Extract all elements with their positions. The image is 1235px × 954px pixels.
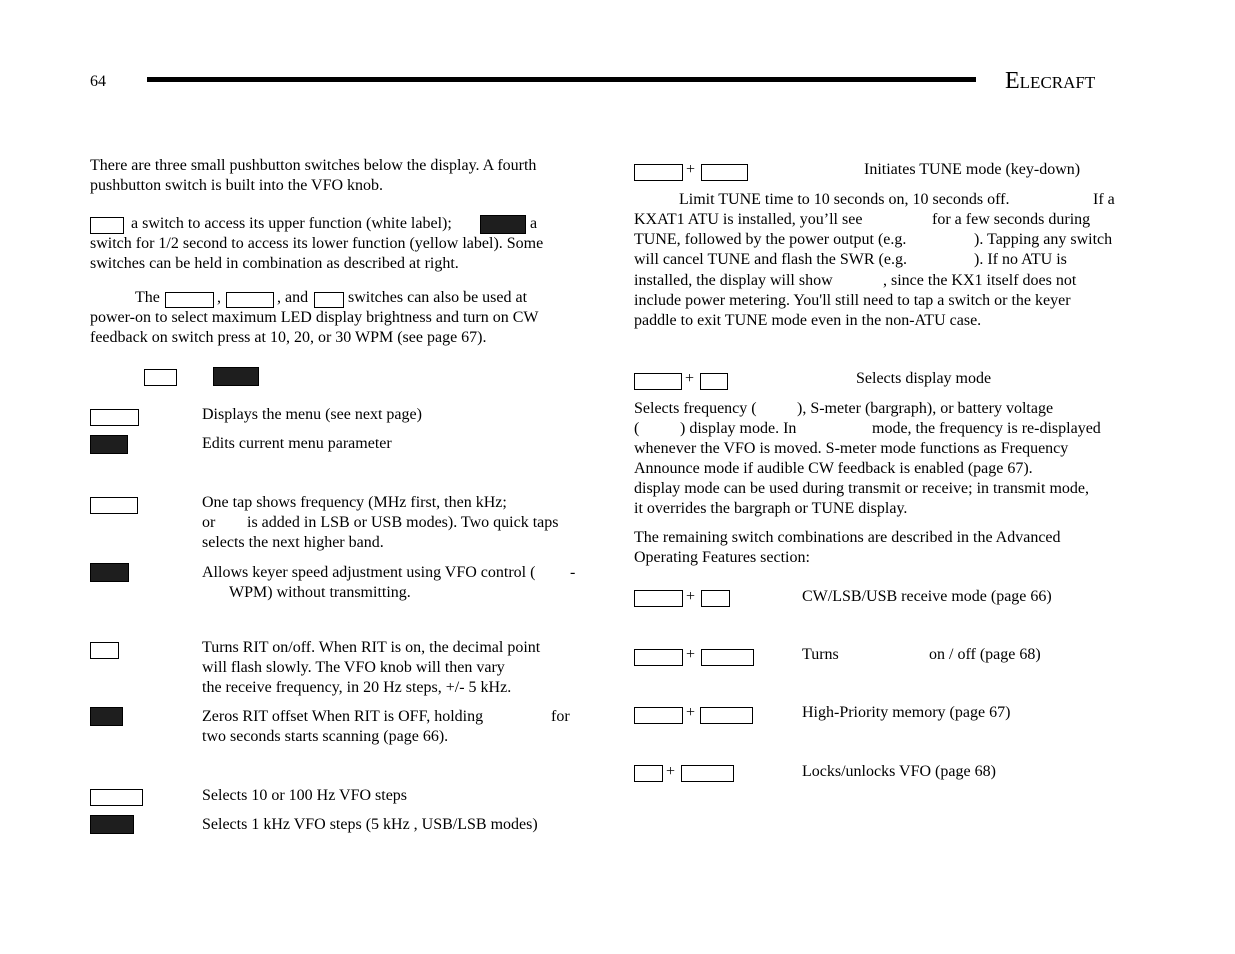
disp-line-6: it overrides the bargraph or TUNE display. <box>634 500 908 517</box>
disp-line-2a: ( <box>634 420 640 437</box>
remain-line-1: The remaining switch combinations are described in the Advanced <box>634 529 1061 546</box>
tune-line-5b: , since the KX1 itself does not <box>883 272 1077 289</box>
disp-line-5: display mode can be used during transmit or receive; in transmit mode, <box>634 480 1089 497</box>
switch-key-rit-2 <box>90 642 119 659</box>
switch-key-khz <box>90 815 134 834</box>
rate-fine-desc: Selects 10 or 100 Hz VFO steps <box>202 787 408 804</box>
rit-line-1: Turns RIT on/off. When RIT is on, the decimal point <box>202 639 541 656</box>
plus-sign: + <box>685 370 695 387</box>
tune-line-6: include power metering. You'll still need to tap a switch or the keyer <box>634 292 1071 309</box>
combo-mem-desc: High-Priority memory (page 67) <box>802 704 1011 721</box>
band-line-1: One tap shows frequency (MHz first, then kHz; <box>202 494 507 511</box>
disp-line-4: Announce mode if audible CW feedback is enabled (page 67). <box>634 460 1033 477</box>
combo-tune-key-1 <box>634 164 683 181</box>
switch-key-menu <box>90 409 139 426</box>
switch-key-zero <box>90 707 123 726</box>
disp-line-2b: ) display mode. In <box>680 420 797 437</box>
tune-line-2a: KXAT1 ATU is installed, you’ll see <box>634 211 863 228</box>
keyer-line-2: WPM) without transmitting. <box>229 584 411 601</box>
tap-line-1a: a switch to access its upper function (white label); <box>131 215 452 232</box>
bright-the: The <box>135 289 160 306</box>
rit-line-2: will flash slowly. The VFO knob will then vary <box>202 659 505 676</box>
intro-line-2: pushbutton switch is built into the VFO knob. <box>90 177 384 194</box>
tune-desc: Initiates TUNE mode (key-down) <box>864 161 1081 178</box>
disp-line-1a: Selects frequency ( <box>634 400 757 417</box>
tune-line-4a: will cancel TUNE and flash the SWR (e.g. <box>634 251 907 268</box>
plus-sign: + <box>686 646 696 663</box>
brand-initial: E <box>1005 68 1020 94</box>
rate-khz-desc: Selects 1 kHz VFO steps (5 kHz , USB/LSB modes) <box>202 816 538 833</box>
intro-line-1: There are three small pushbutton switches below the display. A fourth <box>90 157 537 174</box>
switch-key-band-2 <box>90 497 138 514</box>
tap-line-1b: a <box>530 215 538 232</box>
page-number: 64 <box>90 73 106 90</box>
switch-key-rit <box>314 292 344 308</box>
band-line-2a: or <box>202 514 216 531</box>
combo-mem-key-1 <box>634 707 683 724</box>
switch-key-hold <box>480 215 526 234</box>
tune-line-7: paddle to exit TUNE mode even in the non-ATU case. <box>634 312 982 329</box>
combo-rx-key-2 <box>701 590 730 607</box>
combo-turns-key-1 <box>634 649 683 666</box>
legend-hold-key <box>213 367 259 386</box>
disp-line-1b: ), S-meter (bargraph), or battery voltage <box>797 400 1054 417</box>
switch-key-edit <box>90 435 128 454</box>
bright-comma: , <box>217 289 221 306</box>
tune-line-3b: ). Tapping any switch <box>974 231 1113 248</box>
brand-rest: LECRAFT <box>1019 73 1096 92</box>
combo-lock-key-1 <box>634 765 663 782</box>
plus-sign: + <box>686 704 696 721</box>
tune-line-3a: TUNE, followed by the power output (e.g. <box>634 231 907 248</box>
combo-turns-b: on / off (page 68) <box>929 646 1041 663</box>
menu-display-desc: Displays the menu (see next page) <box>202 406 422 423</box>
plus-sign: + <box>686 161 696 178</box>
combo-turns-key-2 <box>701 649 754 666</box>
menu-edit-desc: Edits current menu parameter <box>202 435 392 452</box>
zero-line-1a: Zeros RIT offset When RIT is OFF, holding <box>202 708 484 725</box>
combo-mem-key-2 <box>700 707 753 724</box>
remain-line-2: Operating Features section: <box>634 549 810 566</box>
bright-line-2: power-on to select maximum LED display brightness and turn on CW <box>90 309 539 326</box>
band-line-2b: is added in LSB or USB modes). Two quick taps <box>247 514 559 531</box>
combo-tune-key-2 <box>701 164 748 181</box>
bright-line-1b: switches can also be used at <box>348 289 528 306</box>
combo-disp-key-2 <box>700 373 728 390</box>
band-line-3: selects the next higher band. <box>202 534 384 551</box>
switch-key-tap <box>90 217 124 234</box>
header-rule <box>147 77 976 82</box>
tune-line-4b: ). If no ATU is <box>974 251 1067 268</box>
disp-line-2c: mode, the frequency is re-displayed <box>872 420 1101 437</box>
keyer-line-1: Allows keyer speed adjustment using VFO control ( <box>202 564 536 581</box>
tap-line-2: switch for 1/2 second to access its lower function (yellow label). Some <box>90 235 544 252</box>
combo-rx-key-1 <box>634 590 683 607</box>
legend-tap-key <box>144 369 177 386</box>
switch-key-display <box>165 292 214 308</box>
combo-disp-key-1 <box>634 373 682 390</box>
plus-sign: + <box>666 763 676 780</box>
tap-line-3: switches can be held in combination as described at right. <box>90 255 459 272</box>
zero-line-1b: for <box>551 708 570 725</box>
tune-line-1: Limit TUNE time to 10 seconds on, 10 seconds off. <box>679 191 1010 208</box>
switch-key-band <box>226 292 274 308</box>
tune-line-2b: for a few seconds during <box>932 211 1091 228</box>
zero-line-2: two seconds starts scanning (page 66). <box>202 728 449 745</box>
bright-and: , and <box>277 289 309 306</box>
brand-logo <box>1005 66 1095 98</box>
combo-lock-desc: Locks/unlocks VFO (page 68) <box>802 763 996 780</box>
combo-rx-desc: CW/LSB/USB receive mode (page 66) <box>802 588 1052 605</box>
tune-line-1b: If a <box>1093 191 1115 208</box>
disp-line-3: whenever the VFO is moved. S-meter mode functions as Frequency <box>634 440 1069 457</box>
combo-lock-key-2 <box>681 765 734 782</box>
plus-sign: + <box>686 588 696 605</box>
switch-key-rate <box>90 789 143 806</box>
switch-key-keyer <box>90 563 129 582</box>
combo-turns-a: Turns <box>802 646 839 663</box>
bright-line-3: feedback on switch press at 10, 20, or 30 WPM (see page 67). <box>90 329 487 346</box>
rit-line-3: the receive frequency, in 20 Hz steps, +/- 5 kHz. <box>202 679 512 696</box>
disp-desc: Selects display mode <box>856 370 992 387</box>
keyer-dash: - <box>570 564 576 581</box>
tune-line-5a: installed, the display will show <box>634 272 833 289</box>
